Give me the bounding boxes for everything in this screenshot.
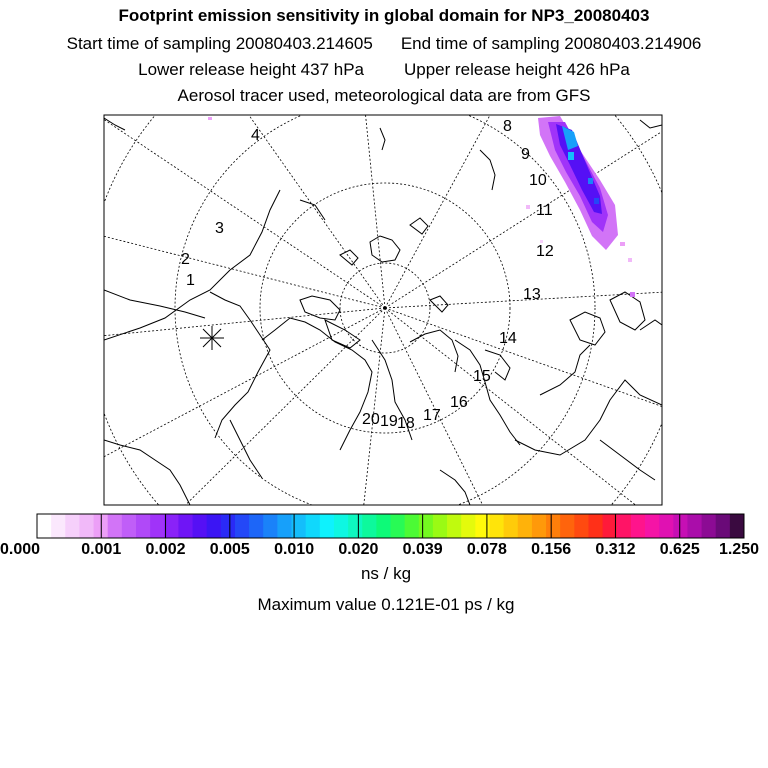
track-label-2: 2 xyxy=(181,251,190,268)
colorbar-swatch xyxy=(419,514,434,538)
colorbar-swatch xyxy=(546,514,561,538)
track-label-12: 12 xyxy=(536,243,554,260)
colorbar-swatch xyxy=(235,514,250,538)
colorbar-swatch xyxy=(433,514,448,538)
colorbar-tick-label: 0.002 xyxy=(145,541,186,558)
track-label-19: 19 xyxy=(380,413,398,430)
colorbar-swatch xyxy=(702,514,717,538)
colorbar-tick-label: 0.000 xyxy=(0,541,41,558)
upper-release-height: Upper release height 426 hPa xyxy=(404,60,630,79)
colorbar-swatch xyxy=(631,514,646,538)
colorbar-swatch xyxy=(136,514,151,538)
colorbar-unit: ns / kg xyxy=(360,564,412,583)
colorbar-swatch xyxy=(518,514,533,538)
track-label-20: 20 xyxy=(362,411,380,428)
colorbar-swatch xyxy=(588,514,603,538)
end-time: End time of sampling 20080403.214906 xyxy=(400,34,702,53)
colorbar-swatch xyxy=(560,514,575,538)
colorbar-tick-label: 0.010 xyxy=(274,541,315,558)
colorbar-swatch xyxy=(164,514,179,538)
track-label-8: 8 xyxy=(503,118,512,135)
colorbar-swatch xyxy=(504,514,519,538)
track-label-13: 13 xyxy=(523,286,541,303)
colorbar-tick-label: 0.625 xyxy=(659,541,700,558)
track-label-15: 15 xyxy=(473,368,491,385)
colorbar-swatch xyxy=(362,514,377,538)
track-label-1: 1 xyxy=(186,272,195,289)
colorbar-swatch xyxy=(405,514,420,538)
colorbar-tick-label: 0.005 xyxy=(209,541,250,558)
colorbar-swatch xyxy=(348,514,363,538)
colorbar-swatch xyxy=(391,514,406,538)
colorbar-swatch xyxy=(65,514,80,538)
colorbar-swatch xyxy=(673,514,688,538)
start-time: Start time of sampling 20080403.214605 xyxy=(66,34,373,53)
colorbar-swatch xyxy=(730,514,745,538)
colorbar-swatch xyxy=(320,514,335,538)
colorbar-swatch xyxy=(687,514,702,538)
colorbar-swatch xyxy=(79,514,94,538)
colorbar-tick-labels xyxy=(0,541,759,558)
colorbar-swatch xyxy=(150,514,165,538)
track-label-14: 14 xyxy=(499,330,517,347)
colorbar-swatches xyxy=(37,514,744,538)
colorbar-swatch xyxy=(37,514,52,538)
colorbar-swatch xyxy=(306,514,321,538)
tracer-info: Aerosol tracer used, meteorological data are from GFS xyxy=(177,86,591,105)
colorbar-swatch xyxy=(447,514,462,538)
colorbar-swatch xyxy=(193,514,208,538)
colorbar-tick-label: 0.312 xyxy=(595,541,636,558)
colorbar-swatch xyxy=(334,514,349,538)
colorbar-swatch xyxy=(263,514,278,538)
map-title: Footprint emission sensitivity in global domain for NP3_20080403 xyxy=(118,6,650,25)
colorbar-tick-label: 0.020 xyxy=(338,541,379,558)
colorbar-swatch xyxy=(277,514,292,538)
track-label-18: 18 xyxy=(397,415,415,432)
colorbar-swatch xyxy=(207,514,222,538)
colorbar-tick-label: 1.250 xyxy=(718,541,759,558)
track-label-17: 17 xyxy=(423,407,441,424)
colorbar-swatch xyxy=(645,514,660,538)
colorbar-swatch xyxy=(178,514,193,538)
colorbar-swatch xyxy=(51,514,66,538)
colorbar-swatch xyxy=(475,514,490,538)
colorbar-swatch xyxy=(659,514,674,538)
colorbar-swatch xyxy=(221,514,236,538)
colorbar-tick-label: 0.078 xyxy=(466,541,507,558)
track-label-11: 11 xyxy=(536,202,553,219)
lower-release-height: Lower release height 437 hPa xyxy=(138,60,364,79)
colorbar-swatch xyxy=(122,514,137,538)
track-label-3: 3 xyxy=(215,220,224,237)
colorbar-tick-label: 0.001 xyxy=(81,541,122,558)
track-label-10: 10 xyxy=(529,172,547,189)
colorbar-swatch xyxy=(108,514,123,538)
colorbar-swatch xyxy=(249,514,264,538)
colorbar-swatch xyxy=(574,514,589,538)
colorbar-swatch xyxy=(532,514,547,538)
maximum-value: Maximum value 0.121E-01 ps / kg xyxy=(257,595,515,614)
colorbar-swatch xyxy=(461,514,476,538)
track-label-16: 16 xyxy=(450,394,468,411)
colorbar-tick-label: 0.039 xyxy=(402,541,443,558)
colorbar-swatch xyxy=(376,514,391,538)
track-label-4: 4 xyxy=(251,127,260,144)
colorbar-swatch xyxy=(716,514,731,538)
colorbar-swatch xyxy=(617,514,632,538)
colorbar-tick-label: 0.156 xyxy=(531,541,572,558)
track-label-9: 9 xyxy=(521,146,530,163)
colorbar-swatch xyxy=(489,514,504,538)
